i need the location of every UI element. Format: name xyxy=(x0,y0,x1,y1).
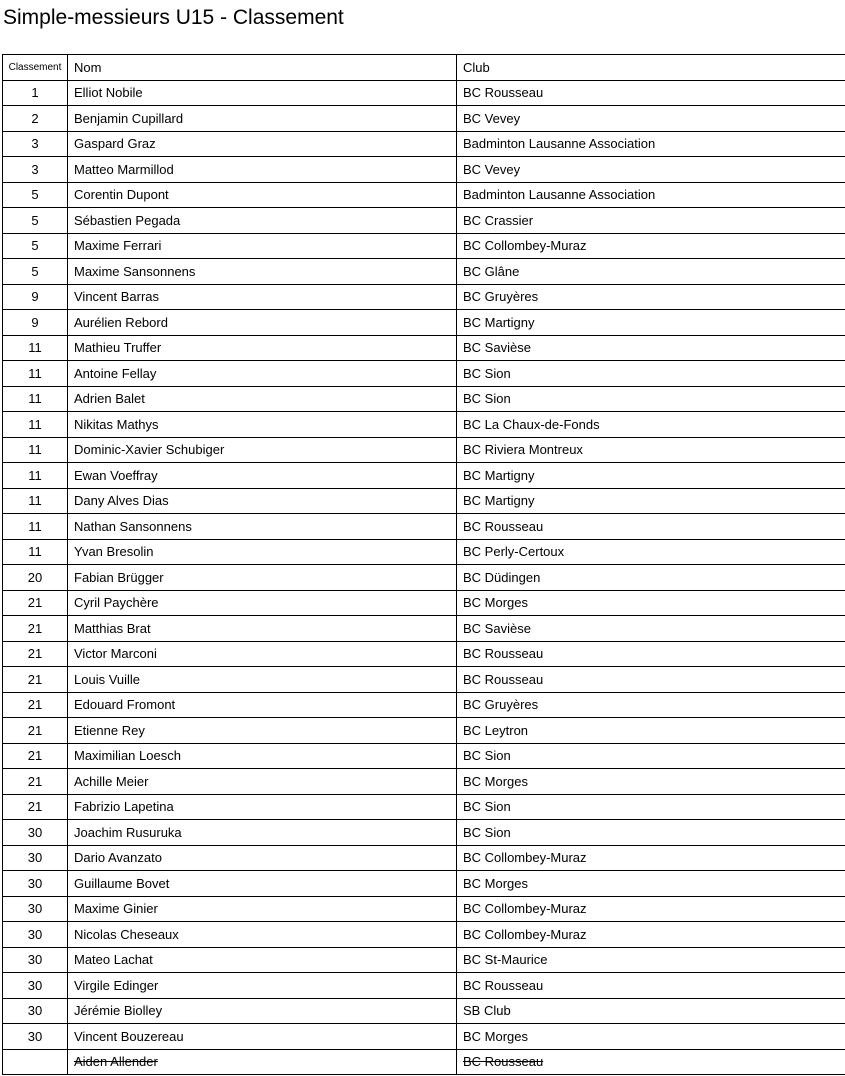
cell-club xyxy=(457,718,845,744)
player-name: Maxime Ginier xyxy=(74,901,158,917)
cell-rank: 30 xyxy=(3,820,68,846)
cell-club xyxy=(457,539,845,565)
cell-club xyxy=(457,157,845,183)
player-name: Etienne Rey xyxy=(74,722,145,738)
cell-rank: 11 xyxy=(3,488,68,514)
club-name: BC Morges xyxy=(463,595,529,611)
player-name: Edouard Fromont xyxy=(74,697,176,713)
cell-club xyxy=(457,310,845,336)
cell-club xyxy=(457,769,845,795)
player-name: Dominic-Xavier Schubiger xyxy=(74,442,225,458)
club-name: Badminton Lausanne Association xyxy=(463,136,656,152)
cell-name xyxy=(68,922,457,948)
table-row xyxy=(3,80,845,106)
cell-club xyxy=(457,514,845,540)
table-row xyxy=(3,335,845,361)
cell-rank: 21 xyxy=(3,590,68,616)
table-row xyxy=(3,182,845,208)
cell-name xyxy=(68,437,457,463)
cell-rank: 30 xyxy=(3,973,68,999)
cell-club xyxy=(457,1024,845,1050)
cell-club xyxy=(457,463,845,489)
column-header-name: Nom xyxy=(68,55,457,81)
player-name: Adrien Balet xyxy=(74,391,145,407)
club-name: BC Martigny xyxy=(463,467,535,483)
club-name: BC Savièse xyxy=(463,620,531,636)
cell-name xyxy=(68,157,457,183)
cell-name xyxy=(68,361,457,387)
cell-name xyxy=(68,641,457,667)
cell-club xyxy=(457,947,845,973)
cell-rank: 30 xyxy=(3,1024,68,1050)
cell-rank: 11 xyxy=(3,361,68,387)
club-name: BC Sion xyxy=(463,748,511,764)
club-name: BC Collombey-Muraz xyxy=(463,901,587,917)
cell-club xyxy=(457,437,845,463)
club-name: BC Leytron xyxy=(463,722,529,738)
player-name: Dario Avanzato xyxy=(74,850,162,866)
cell-name xyxy=(68,463,457,489)
table-row xyxy=(3,922,845,948)
cell-rank: 30 xyxy=(3,871,68,897)
player-name: Ewan Voeffray xyxy=(74,467,158,483)
cell-name xyxy=(68,590,457,616)
table-row xyxy=(3,284,845,310)
cell-rank: 5 xyxy=(3,233,68,259)
table-row xyxy=(3,1024,845,1050)
table-row xyxy=(3,667,845,693)
cell-club xyxy=(457,233,845,259)
table-row xyxy=(3,386,845,412)
table-row xyxy=(3,590,845,616)
table-row xyxy=(3,259,845,285)
table-row xyxy=(3,565,845,591)
club-name: BC Riviera Montreux xyxy=(463,442,583,458)
cell-name xyxy=(68,131,457,157)
cell-name xyxy=(68,80,457,106)
club-name: SB Club xyxy=(463,1003,511,1019)
table-row xyxy=(3,692,845,718)
table-row xyxy=(3,106,845,132)
player-name: Dany Alves Dias xyxy=(74,493,169,509)
table-row xyxy=(3,131,845,157)
table-row xyxy=(3,743,845,769)
cell-club xyxy=(457,590,845,616)
table-row xyxy=(3,488,845,514)
cell-club xyxy=(457,922,845,948)
cell-name xyxy=(68,973,457,999)
cell-rank: 2 xyxy=(3,106,68,132)
cell-club xyxy=(457,616,845,642)
cell-rank: 20 xyxy=(3,565,68,591)
cell-name xyxy=(68,1024,457,1050)
table-row xyxy=(3,233,845,259)
cell-club xyxy=(457,412,845,438)
table-row xyxy=(3,820,845,846)
cell-name xyxy=(68,616,457,642)
player-name: Nikitas Mathys xyxy=(74,416,159,432)
cell-rank: 21 xyxy=(3,743,68,769)
cell-name xyxy=(68,1049,457,1075)
cell-rank: 5 xyxy=(3,259,68,285)
club-name: BC Martigny xyxy=(463,493,535,509)
table-row xyxy=(3,845,845,871)
cell-club xyxy=(457,335,845,361)
cell-club xyxy=(457,131,845,157)
cell-club xyxy=(457,743,845,769)
cell-rank: 1 xyxy=(3,80,68,106)
player-name: Nicolas Cheseaux xyxy=(74,926,179,942)
cell-rank: 21 xyxy=(3,616,68,642)
player-name: Maxime Sansonnens xyxy=(74,263,196,279)
cell-rank: 5 xyxy=(3,208,68,234)
table-row xyxy=(3,794,845,820)
cell-rank: 21 xyxy=(3,718,68,744)
cell-rank: 30 xyxy=(3,947,68,973)
cell-name xyxy=(68,871,457,897)
club-name: BC Vevey xyxy=(463,161,521,177)
club-name: BC Rousseau xyxy=(463,1054,544,1070)
player-name: Matteo Marmillod xyxy=(74,161,174,177)
table-row xyxy=(3,896,845,922)
cell-name xyxy=(68,284,457,310)
cell-club xyxy=(457,361,845,387)
player-name: Mathieu Truffer xyxy=(74,340,162,356)
cell-name xyxy=(68,718,457,744)
club-name: BC Morges xyxy=(463,1028,529,1044)
cell-name xyxy=(68,386,457,412)
table-header-row xyxy=(3,55,845,81)
player-name: Gaspard Graz xyxy=(74,136,156,152)
cell-name xyxy=(68,539,457,565)
table-row xyxy=(3,539,845,565)
player-name: Cyril Paychère xyxy=(74,595,159,611)
table-row xyxy=(3,871,845,897)
club-name: Badminton Lausanne Association xyxy=(463,187,656,203)
club-name: BC La Chaux-de-Fonds xyxy=(463,416,600,432)
player-name: Joachim Rusuruka xyxy=(74,824,182,840)
club-name: BC Collombey-Muraz xyxy=(463,850,587,866)
table-row xyxy=(3,157,845,183)
player-name: Matthias Brat xyxy=(74,620,151,636)
cell-name xyxy=(68,667,457,693)
player-name: Sébastien Pegada xyxy=(74,212,181,228)
cell-name xyxy=(68,743,457,769)
table-row xyxy=(3,718,845,744)
table-row xyxy=(3,208,845,234)
ranking-table-body xyxy=(3,80,845,1075)
club-name: BC Sion xyxy=(463,365,511,381)
cell-club xyxy=(457,667,845,693)
player-name: Louis Vuille xyxy=(74,671,141,687)
cell-rank: 21 xyxy=(3,794,68,820)
cell-rank: 11 xyxy=(3,437,68,463)
cell-rank: 30 xyxy=(3,845,68,871)
cell-club xyxy=(457,998,845,1024)
cell-club xyxy=(457,284,845,310)
cell-club xyxy=(457,973,845,999)
cell-club xyxy=(457,641,845,667)
cell-rank: 21 xyxy=(3,641,68,667)
cell-rank: 30 xyxy=(3,896,68,922)
cell-club xyxy=(457,820,845,846)
cell-club xyxy=(457,80,845,106)
club-name: BC Perly-Certoux xyxy=(463,544,565,560)
cell-rank: 11 xyxy=(3,539,68,565)
cell-name xyxy=(68,208,457,234)
cell-name xyxy=(68,769,457,795)
table-row xyxy=(3,641,845,667)
club-name: BC Rousseau xyxy=(463,646,544,662)
cell-club xyxy=(457,871,845,897)
player-name: Mateo Lachat xyxy=(74,952,153,968)
cell-rank: 3 xyxy=(3,131,68,157)
club-name: BC Morges xyxy=(463,875,529,891)
cell-rank: 5 xyxy=(3,182,68,208)
player-name: Aiden Allender xyxy=(74,1054,158,1070)
cell-club xyxy=(457,896,845,922)
club-name: BC St-Maurice xyxy=(463,952,548,968)
table-row xyxy=(3,973,845,999)
club-name: BC Gruyères xyxy=(463,697,539,713)
player-name: Fabrizio Lapetina xyxy=(74,799,174,815)
table-row xyxy=(3,998,845,1024)
cell-rank: 11 xyxy=(3,412,68,438)
club-name: BC Rousseau xyxy=(463,671,544,687)
cell-rank: 30 xyxy=(3,922,68,948)
club-name: BC Rousseau xyxy=(463,85,544,101)
club-name: BC Vevey xyxy=(463,110,521,126)
cell-name xyxy=(68,692,457,718)
table-row xyxy=(3,947,845,973)
club-name: BC Gruyères xyxy=(463,289,539,305)
table-row xyxy=(3,310,845,336)
player-name: Maximilian Loesch xyxy=(74,748,181,764)
cell-name xyxy=(68,947,457,973)
cell-rank: 9 xyxy=(3,310,68,336)
player-name: Elliot Nobile xyxy=(74,85,143,101)
club-name: BC Rousseau xyxy=(463,518,544,534)
player-name: Achille Meier xyxy=(74,773,149,789)
table-row xyxy=(3,769,845,795)
cell-name xyxy=(68,514,457,540)
player-name: Fabian Brügger xyxy=(74,569,164,585)
table-row xyxy=(3,412,845,438)
club-name: BC Glâne xyxy=(463,263,520,279)
player-name: Nathan Sansonnens xyxy=(74,518,192,534)
cell-rank: 11 xyxy=(3,514,68,540)
player-name: Vincent Barras xyxy=(74,289,160,305)
player-name: Aurélien Rebord xyxy=(74,314,168,330)
player-name: Victor Marconi xyxy=(74,646,157,662)
table-row xyxy=(3,437,845,463)
cell-name xyxy=(68,412,457,438)
cell-name xyxy=(68,820,457,846)
player-name: Virgile Edinger xyxy=(74,977,159,993)
club-name: BC Sion xyxy=(463,799,511,815)
cell-rank: 21 xyxy=(3,769,68,795)
cell-club xyxy=(457,488,845,514)
table-row xyxy=(3,514,845,540)
table-row xyxy=(3,361,845,387)
cell-name xyxy=(68,310,457,336)
club-name: BC Sion xyxy=(463,824,511,840)
cell-rank: 11 xyxy=(3,463,68,489)
player-name: Yvan Bresolin xyxy=(74,544,154,560)
player-name: Jérémie Biolley xyxy=(74,1003,163,1019)
cell-name xyxy=(68,259,457,285)
cell-name xyxy=(68,182,457,208)
table-row xyxy=(3,463,845,489)
club-name: BC Crassier xyxy=(463,212,534,228)
cell-club xyxy=(457,386,845,412)
cell-rank: 30 xyxy=(3,998,68,1024)
cell-name xyxy=(68,998,457,1024)
cell-club xyxy=(457,182,845,208)
cell-club xyxy=(457,794,845,820)
cell-name xyxy=(68,845,457,871)
cell-name xyxy=(68,106,457,132)
player-name: Maxime Ferrari xyxy=(74,238,162,254)
ranking-table xyxy=(2,54,845,1075)
cell-club xyxy=(457,106,845,132)
page-title: Simple-messieurs U15 - Classement xyxy=(3,6,344,29)
cell-rank: 3 xyxy=(3,157,68,183)
cell-rank: 11 xyxy=(3,386,68,412)
cell-name xyxy=(68,335,457,361)
cell-club xyxy=(457,845,845,871)
club-name: BC Martigny xyxy=(463,314,535,330)
cell-name xyxy=(68,233,457,259)
cell-club xyxy=(457,1049,845,1075)
cell-club xyxy=(457,208,845,234)
cell-name xyxy=(68,794,457,820)
player-name: Benjamin Cupillard xyxy=(74,110,184,126)
cell-rank: 11 xyxy=(3,335,68,361)
club-name: BC Collombey-Muraz xyxy=(463,238,587,254)
club-name: BC Rousseau xyxy=(463,977,544,993)
cell-name xyxy=(68,565,457,591)
player-name: Vincent Bouzereau xyxy=(74,1028,184,1044)
club-name: BC Morges xyxy=(463,773,529,789)
table-row xyxy=(3,616,845,642)
player-name: Guillaume Bovet xyxy=(74,875,170,891)
club-name: BC Düdingen xyxy=(463,569,541,585)
cell-name xyxy=(68,488,457,514)
cell-rank: 21 xyxy=(3,692,68,718)
column-header-club: Club xyxy=(457,55,845,81)
cell-club xyxy=(457,259,845,285)
cell-club xyxy=(457,692,845,718)
column-header-rank: Classement xyxy=(3,55,68,81)
cell-name xyxy=(68,896,457,922)
club-name: BC Collombey-Muraz xyxy=(463,926,587,942)
player-name: Corentin Dupont xyxy=(74,187,169,203)
cell-club xyxy=(457,565,845,591)
cell-rank: 21 xyxy=(3,667,68,693)
cell-rank xyxy=(3,1049,68,1075)
table-row-withdrawn xyxy=(3,1049,845,1075)
club-name: BC Sion xyxy=(463,391,511,407)
club-name: BC Savièse xyxy=(463,340,531,356)
cell-rank: 9 xyxy=(3,284,68,310)
player-name: Antoine Fellay xyxy=(74,365,157,381)
